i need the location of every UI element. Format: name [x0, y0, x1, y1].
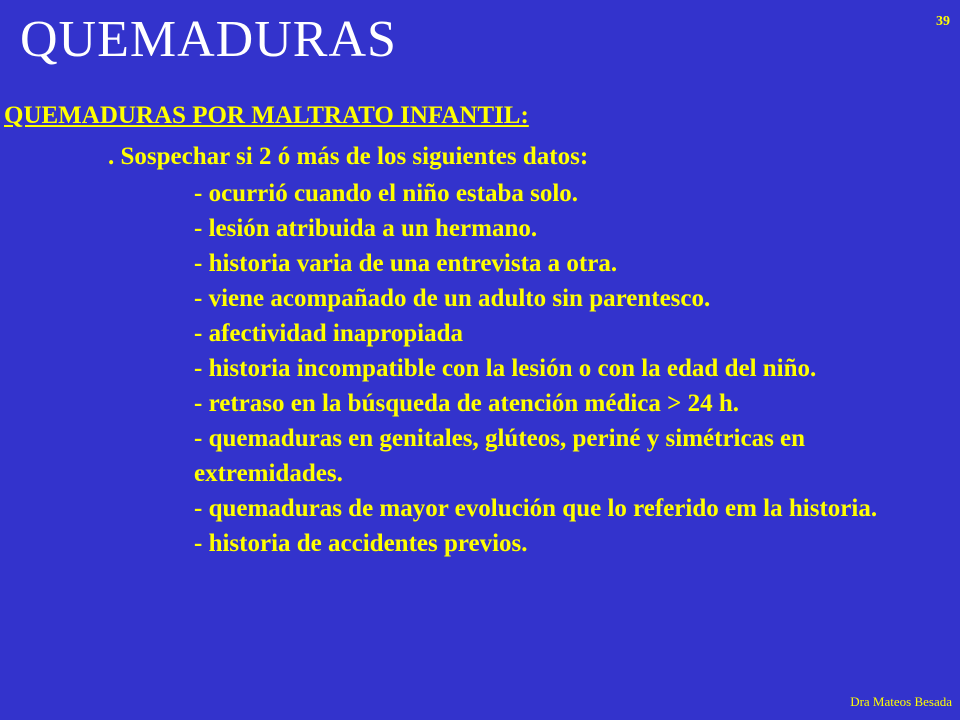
criteria-list	[194, 176, 950, 561]
criteria-item: - historia incompatible con la lesión o con la edad del niño.	[194, 355, 817, 382]
lead-text: . Sospechar si 2 ó más de los siguientes datos:	[108, 143, 589, 170]
page-number: 39	[936, 14, 950, 29]
section-heading: QUEMADURAS POR MALTRATO INFANTIL:	[4, 102, 529, 129]
criteria-item: - quemaduras de mayor evolución que lo referido em la historia.	[194, 495, 878, 522]
criteria-item: - quemaduras en genitales, glúteos, periné y simétricas en extremidades.	[194, 425, 806, 487]
author-footer: Dra Mateos Besada	[850, 694, 952, 709]
criteria-item: - historia de accidentes previos.	[194, 530, 528, 557]
criteria-item: - historia varia de una entrevista a otra.	[194, 250, 618, 277]
slide-title: QUEMADURAS	[20, 11, 397, 68]
criteria-item: - viene acompañado de un adulto sin parentesco.	[194, 285, 711, 312]
criteria-item: - afectividad inapropiada	[194, 320, 464, 347]
criteria-item: - retraso en la búsqueda de atención médica > 24 h.	[194, 390, 740, 417]
criteria-item: - ocurrió cuando el niño estaba solo.	[194, 180, 579, 207]
criteria-item: - lesión atribuida a un hermano.	[194, 215, 538, 242]
